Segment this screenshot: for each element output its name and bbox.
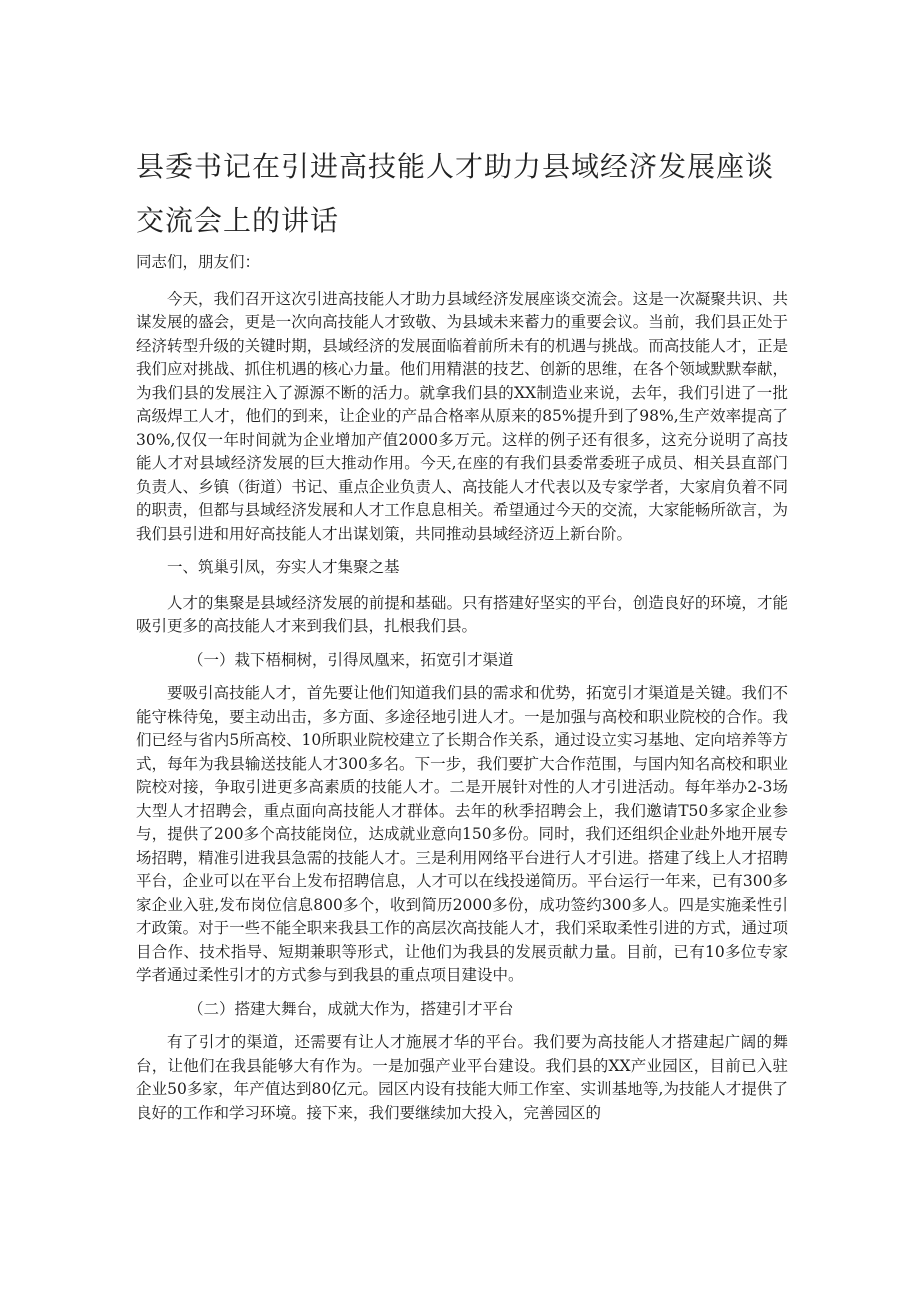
subsection-1-heading: （一）栽下梧桐树，引得凤凰来，拓宽引才渠道 (188, 650, 514, 669)
document-title: 县委书记在引进高技能人才助力县域经济发展座谈交流会上的讲话 (136, 150, 775, 237)
salutation: 同志们，朋友们： (136, 253, 261, 271)
section-1-intro-paragraph: 人才的集聚是县域经济发展的前提和基础。只有搭建好坚实的平台，创造良好的环境，才能吸引更多的高技能人才来到我们县，扎根我们县。 (136, 593, 788, 635)
section-1-heading: 一、筑巢引凤，夯实人才集聚之基 (167, 558, 400, 576)
subsection-2-heading: （二）搭建大舞台，成就大作为，搭建引才平台 (188, 999, 514, 1018)
subsection-1-paragraph: 要吸引高技能人才，首先要让他们知道我们县的需求和优势，拓宽引才渠道是关键。我们不能守株待兔，要主动出击，多方面、多途径地引进人才。一是加强与高校和职业院校的合作。我们已经与省内5所高校、10所职业院校建立了长期合作关系，通过设立实习基地、定向培养等方式，每年为我县输送技能人才300多名。下一步，我们要扩大合作范围，与国内知名高校和职业院校对接，争取引进更多高素质的技能人才。二是开展针对性的人才引进活动。每年举办2-3场大型人才招聘会，重点面向高技能人才群体。去年的秋季招聘会上，我们邀请T50多家企业参与，提供了200多个高技能岗位，达成就业意向150多份。同时，我们还组织企业赴外地开展专场招聘，精准引进我县急需的技能人才。三是利用网络平台进行人才引进。搭建了线上人才招聘平台，企业可以在平台上发布招聘信息，人才可以在线投递简历。平台运行一年来，已有300多家企业入驻,发布岗位信息800多个，收到简历2000多份，成功签约300多人。四是实施柔性引才政策。对于一些不能全职来我县工作的高层次高技能人才，我们采取柔性引进的方式，通过项目合作、技术指导、短期兼职等形式，让他们为我县的发展贡献力量。目前，已有10多位专家学者通过柔性引才的方式参与到我县的重点项目建设中。 (136, 684, 788, 984)
intro-paragraph: 今天，我们召开这次引进高技能人才助力县域经济发展座谈交流会。这是一次凝聚共识、共谋发展的盛会，更是一次向高技能人才致敬、为县域未来蓄力的重要会议。当前，我们县正处于经济转型升级的关键时期，县域经济的发展面临着前所未有的机遇与挑战。而高技能人才，正是我们应对挑战、抓住机遇的核心力量。他们用精湛的技艺、创新的思维，在各个领域默默奉献，为我们县的发展注入了源源不断的活力。就拿我们县的XX制造业来说，去年，我们引进了一批高级焊工人才，他们的到来，让企业的产品合格率从原来的85%提升到了98%,生产效率提高了30%,仅仅一年时间就为企业增加产值2000多万元。这样的例子还有很多，这充分说明了高技能人才对县域经济发展的巨大推动作用。今天,在座的有我们县委常委班子成员、相关县直部门负责人、乡镇（街道）书记、重点企业负责人、高技能人才代表以及专家学者，大家肩负着不同的职责，但都与县域经济发展和人才工作息息相关。希望通过今天的交流，大家能畅所欲言，为我们县引进和用好高技能人才出谋划策，共同推动县域经济迈上新台阶。 (136, 289, 788, 543)
document-body (136, 251, 788, 1135)
subsection-2-paragraph: 有了引才的渠道，还需要有让人才施展才华的平台。我们要为高技能人才搭建起广阔的舞台，让他们在我县能够大有作为。一是加强产业平台建设。我们县的XX产业园区，目前已入驻企业50多家，年产值达到80亿元。园区内设有技能大师工作室、实训基地等,为技能人才提供了良好的工作和学习环境。接下来，我们要继续加大投入，完善园区的 (136, 1033, 788, 1122)
